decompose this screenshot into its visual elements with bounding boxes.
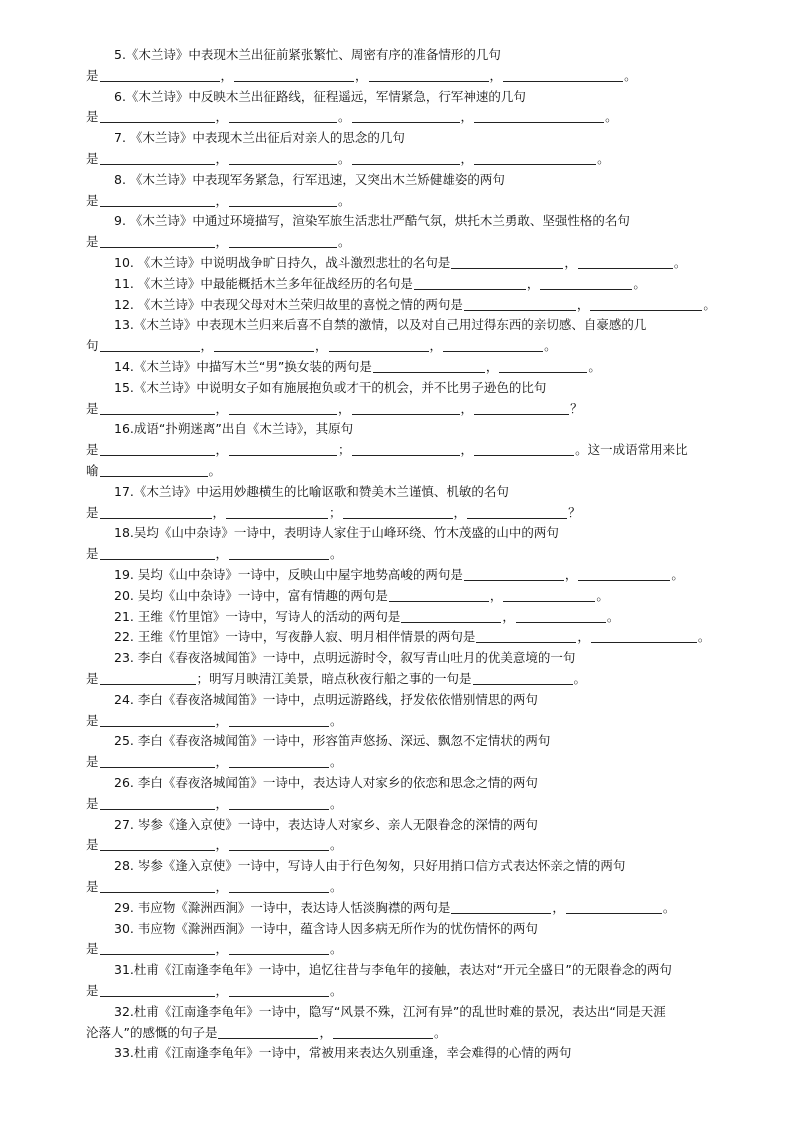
- question-text: ，: [215, 546, 229, 562]
- answer-blank[interactable]: [389, 588, 489, 602]
- question-prompt-line: [114, 960, 672, 980]
- question-answer-line: [86, 336, 557, 356]
- question-prompt-line: [114, 315, 646, 335]
- question-text: ，: [460, 442, 474, 458]
- question-text: 。这一成语常用来比: [575, 442, 688, 458]
- question-text: 是: [86, 712, 99, 728]
- question-text: ，: [552, 899, 565, 915]
- answer-blank[interactable]: [229, 837, 329, 851]
- answer-blank[interactable]: [476, 629, 576, 643]
- answer-blank[interactable]: [100, 796, 215, 810]
- answer-blank[interactable]: [229, 796, 329, 810]
- question-text: 21. 王维《竹里馆》一诗中，写诗人的活动的两句是: [114, 608, 401, 624]
- question-text: 。: [338, 234, 351, 250]
- question-text: 。: [338, 109, 351, 125]
- answer-blank[interactable]: [229, 546, 329, 560]
- question-text: 。: [338, 151, 351, 166]
- question-text: 17.《木兰诗》中运用妙趣横生的比喻讴歌和赞美木兰谨慎、机敏的名句: [114, 483, 509, 499]
- answer-blank[interactable]: [100, 505, 212, 519]
- question-prompt-line: [114, 586, 609, 606]
- answer-blank[interactable]: [352, 151, 460, 165]
- answer-blank[interactable]: [226, 505, 328, 519]
- answer-blank[interactable]: [352, 401, 460, 415]
- answer-blank[interactable]: [100, 151, 215, 165]
- question-prompt-line: [114, 1043, 571, 1063]
- question-text: ，: [319, 1024, 332, 1040]
- question-text: ？: [570, 400, 583, 416]
- question-text: 28. 岑参《逢入京使》一诗中，写诗人由于行色匆匆，只好用捎口信方式表达怀亲之情的两句: [114, 858, 626, 874]
- answer-blank[interactable]: [401, 609, 501, 623]
- question-prompt-line: [114, 357, 601, 377]
- question-text: 。: [624, 67, 637, 83]
- answer-blank[interactable]: [578, 255, 673, 269]
- question-prompt-line: [114, 648, 575, 668]
- question-answer-line: [86, 1023, 447, 1043]
- answer-blank[interactable]: [464, 567, 564, 581]
- question-text: 。: [330, 546, 343, 562]
- answer-blank[interactable]: [229, 193, 337, 207]
- question-text: ，: [355, 67, 368, 83]
- question-text: 是: [86, 234, 99, 250]
- question-text: 31.杜甫《江南逢李龟年》一诗中，追忆往昔与李龟年的接触，表达对“开元全盛日”的无限眷念的两句: [114, 962, 672, 978]
- answer-blank[interactable]: [229, 442, 337, 456]
- question-text: ，: [576, 296, 590, 312]
- question-text: 10. 《木兰诗》中说明战争旷日持久，战斗激烈悲壮的名句是: [114, 255, 451, 270]
- question-text: ，: [215, 837, 229, 853]
- answer-blank[interactable]: [229, 401, 337, 415]
- question-text: 是: [86, 192, 99, 208]
- question-answer-line: [86, 149, 610, 169]
- question-text: ，: [212, 504, 226, 520]
- question-prompt-line: [114, 87, 526, 107]
- question-answer-line: [86, 399, 583, 419]
- question-text: 是: [86, 671, 99, 686]
- answer-blank[interactable]: [369, 68, 489, 82]
- answer-blank[interactable]: [100, 837, 215, 851]
- answer-blank[interactable]: [373, 359, 485, 373]
- question-prompt-line: [114, 565, 684, 585]
- question-prompt-line: [114, 898, 675, 918]
- answer-blank[interactable]: [229, 151, 337, 165]
- question-text: 是: [86, 442, 99, 458]
- question-text: ，: [460, 151, 474, 166]
- answer-blank[interactable]: [229, 879, 329, 893]
- question-text: 32.杜甫《江南逢李龟年》一诗中，隐写“风景不殊，江河有异”的乱世时难的景况，表达出“同是天涯: [114, 1003, 666, 1019]
- answer-blank[interactable]: [229, 941, 329, 955]
- question-text: 9. 《木兰诗》中通过环境描写，渲染军旅生活悲壮严酷气氛，烘托木兰勇敢、坚强性格的名句: [114, 213, 630, 229]
- answer-blank[interactable]: [229, 754, 329, 768]
- question-answer-line: [86, 669, 586, 689]
- question-text: ，: [564, 567, 578, 582]
- question-prompt-line: [114, 253, 686, 273]
- answer-blank[interactable]: [591, 629, 697, 643]
- answer-blank[interactable]: [100, 671, 196, 685]
- question-answer-line: [86, 752, 343, 772]
- question-text: ，: [315, 338, 328, 354]
- question-text: ，: [215, 400, 229, 416]
- question-text: ，: [453, 504, 467, 520]
- question-answer-line: [86, 981, 343, 1001]
- question-text: 。: [330, 712, 343, 728]
- answer-blank[interactable]: [464, 297, 576, 311]
- answer-blank[interactable]: [474, 151, 596, 165]
- question-text: 。: [330, 837, 343, 853]
- question-text: ，: [577, 629, 590, 645]
- question-answer-line: [86, 503, 581, 523]
- answer-blank[interactable]: [100, 234, 215, 248]
- answer-blank[interactable]: [100, 713, 215, 727]
- question-text: 。: [662, 899, 676, 915]
- answer-blank[interactable]: [467, 505, 567, 519]
- answer-blank[interactable]: [333, 1025, 433, 1039]
- question-prompt-line: [114, 378, 546, 398]
- question-text: 29. 韦应物《滁洲西涧》一诗中，表达诗人恬淡胸襟的两句是: [114, 899, 451, 915]
- question-answer-line: [86, 461, 221, 481]
- answer-blank[interactable]: [352, 442, 460, 456]
- answer-blank[interactable]: [218, 1025, 318, 1039]
- question-text: 是: [86, 151, 99, 166]
- question-text: 是: [86, 879, 99, 894]
- question-prompt-line: [114, 731, 550, 751]
- answer-blank[interactable]: [329, 338, 429, 352]
- question-text: ，: [564, 255, 577, 270]
- question-prompt-line: [114, 815, 538, 835]
- question-text: 30. 韦应物《滁洲西涧》一诗中，蕴含诗人因多病无所作为的忧伤情怀的两句: [114, 920, 538, 936]
- question-prompt-line: [114, 45, 501, 65]
- answer-blank[interactable]: [443, 338, 543, 352]
- answer-blank[interactable]: [100, 463, 208, 477]
- answer-blank[interactable]: [474, 109, 604, 123]
- question-text: 33.杜甫《江南逢李龟年》一诗中，常被用来表达久别重逢，幸会难得的心情的两句: [114, 1045, 572, 1061]
- question-text: ，: [489, 67, 503, 83]
- answer-blank[interactable]: [229, 109, 337, 123]
- question-text: 沦落人”的感慨的句子是: [86, 1024, 218, 1040]
- question-text: ，: [502, 608, 515, 624]
- question-text: 。: [330, 754, 343, 770]
- question-text: 。: [588, 359, 601, 374]
- question-text: 是: [86, 837, 99, 853]
- question-text: 喻: [86, 463, 99, 478]
- question-prompt-line: [114, 170, 505, 190]
- question-text: 12. 《木兰诗》中表现父母对木兰荣归故里的喜悦之情的两句是: [114, 296, 463, 312]
- question-text: ；: [338, 442, 351, 458]
- question-answer-line: [86, 66, 637, 86]
- question-text: 是: [86, 67, 99, 83]
- question-prompt-line: [114, 419, 353, 439]
- question-text: ，: [338, 400, 351, 416]
- question-text: 20. 吴均《山中杂诗》一诗中，富有情趣的两句是: [114, 587, 388, 603]
- question-text: ；明写月映清江美景，暗点秋夜行船之事的一句是: [196, 671, 472, 686]
- question-text: 19. 吴均《山中杂诗》一诗中，反映山中屋宇地势高峻的两句是: [114, 567, 463, 582]
- question-text: ，: [215, 712, 229, 728]
- answer-blank[interactable]: [503, 588, 595, 602]
- question-text: ，: [215, 879, 229, 894]
- question-text: 22. 王维《竹里馆》一诗中，写夜静人寂、明月相伴情景的两句是: [114, 629, 476, 645]
- question-prompt-line: [114, 919, 538, 939]
- question-text: 26. 李白《春夜洛城闻笛》一诗中，表达诗人对家乡的依恋和思念之情的两句: [114, 775, 538, 790]
- question-text: 是: [86, 400, 99, 416]
- question-answer-line: [86, 440, 688, 460]
- question-text: ，: [215, 192, 229, 208]
- answer-blank[interactable]: [100, 68, 220, 82]
- answer-blank[interactable]: [503, 68, 623, 82]
- question-text: 。: [330, 879, 343, 894]
- question-text: ，: [215, 754, 229, 770]
- question-text: ，: [460, 109, 474, 125]
- question-text: ，: [215, 151, 229, 166]
- answer-blank[interactable]: [100, 193, 215, 207]
- question-text: ，: [215, 941, 229, 957]
- answer-blank[interactable]: [451, 255, 563, 269]
- question-text: 。: [605, 109, 618, 125]
- question-text: 是: [86, 795, 99, 811]
- question-text: ，: [200, 338, 214, 354]
- question-text: 。: [597, 151, 610, 166]
- answer-blank[interactable]: [100, 442, 215, 456]
- answer-blank[interactable]: [474, 442, 574, 456]
- question-text: ，: [215, 795, 229, 811]
- question-text: 。: [671, 567, 684, 582]
- question-text: 6.《木兰诗》中反映木兰出征路线，征程遥远，军情紧急，行军神速的几句: [114, 88, 526, 104]
- question-text: 。: [606, 608, 620, 624]
- question-text: 句: [86, 338, 99, 354]
- question-prompt-line: [114, 523, 559, 543]
- question-text: 15.《木兰诗》中说明女子如有施展抱负或才干的机会，并不比男子逊色的比句: [114, 379, 547, 395]
- answer-blank[interactable]: [100, 109, 215, 123]
- question-text: 。: [330, 941, 343, 957]
- question-text: 。: [673, 255, 687, 270]
- question-text: 13.《木兰诗》中表现木兰归来后喜不自禁的激情，以及对自己用过得东西的亲切感、自豪感的几: [114, 317, 647, 333]
- question-text: 。: [633, 275, 646, 291]
- question-text: ，: [489, 587, 503, 603]
- question-text: 5.《木兰诗》中表现木兰出征前紧张繁忙、周密有序的准备情形的几句: [114, 47, 501, 62]
- question-answer-line: [86, 191, 351, 211]
- question-text: ，: [215, 109, 229, 125]
- question-text: ，: [429, 338, 443, 354]
- question-prompt-line: [114, 773, 538, 793]
- question-text: ，: [215, 983, 229, 998]
- question-text: 14.《木兰诗》中描写木兰“男”换女装的两句是: [114, 359, 372, 374]
- question-prompt-line: [114, 627, 710, 647]
- question-text: 。: [697, 629, 711, 645]
- question-text: ；: [329, 504, 342, 520]
- question-prompt-line: [114, 482, 509, 502]
- question-text: 24. 李白《春夜洛城闻笛》一诗中，点明远游路线，抒发依依惜别情思的两句: [114, 691, 538, 707]
- question-prompt-line: [114, 274, 646, 294]
- question-text: 23. 李白《春夜洛城闻笛》一诗中，点明远游时令，叙写青山吐月的优美意境的一句: [114, 650, 576, 666]
- question-prompt-line: [114, 1002, 666, 1022]
- question-text: ，: [220, 67, 234, 83]
- question-text: ？: [568, 504, 581, 520]
- answer-blank[interactable]: [100, 754, 215, 768]
- question-prompt-line: [114, 211, 630, 231]
- question-text: 是: [86, 109, 99, 125]
- answer-blank[interactable]: [352, 109, 460, 123]
- answer-blank[interactable]: [516, 609, 606, 623]
- question-prompt-line: [114, 295, 716, 315]
- answer-blank[interactable]: [578, 567, 670, 581]
- question-answer-line: [86, 877, 343, 897]
- answer-blank[interactable]: [234, 68, 354, 82]
- answer-blank[interactable]: [540, 276, 632, 290]
- question-text: ，: [215, 442, 229, 458]
- question-text: 是: [86, 754, 99, 770]
- question-answer-line: [86, 835, 343, 855]
- question-text: 11. 《木兰诗》中最能概括木兰多年征战经历的名句是: [114, 275, 413, 291]
- question-answer-line: [86, 794, 343, 814]
- answer-blank[interactable]: [100, 879, 215, 893]
- question-prompt-line: [114, 607, 619, 627]
- question-text: 25. 李白《春夜洛城闻笛》一诗中，形容笛声悠扬、深远、飘忽不定情状的两句: [114, 733, 551, 749]
- question-text: 。: [596, 587, 609, 603]
- answer-blank[interactable]: [229, 983, 329, 997]
- answer-blank[interactable]: [566, 900, 662, 914]
- answer-blank[interactable]: [229, 713, 329, 727]
- question-text: ，: [485, 359, 499, 374]
- answer-blank[interactable]: [590, 297, 702, 311]
- answer-blank[interactable]: [451, 900, 551, 914]
- answer-blank[interactable]: [214, 338, 314, 352]
- answer-blank[interactable]: [414, 276, 526, 290]
- question-text: 8. 《木兰诗》中表现军务紧急，行军迅速，又突出木兰矫健雄姿的两句: [114, 171, 505, 187]
- question-text: 。: [330, 795, 343, 811]
- answer-blank[interactable]: [229, 234, 337, 248]
- answer-blank[interactable]: [343, 505, 453, 519]
- question-prompt-line: [114, 690, 538, 710]
- question-text: 16.成语“扑朔迷离”出自《木兰诗》，其原句: [114, 421, 354, 437]
- question-answer-line: [86, 939, 343, 959]
- question-text: 是: [86, 983, 99, 998]
- question-text: 。: [434, 1024, 447, 1040]
- answer-blank[interactable]: [100, 338, 200, 352]
- question-answer-line: [86, 544, 343, 564]
- question-answer-line: [86, 232, 351, 252]
- question-text: 是: [86, 941, 99, 957]
- question-text: ，: [526, 275, 540, 291]
- answer-blank[interactable]: [100, 941, 215, 955]
- question-text: 18.吴均《山中杂诗》一诗中，表明诗人家住于山峰环绕、竹木茂盛的山中的两句: [114, 525, 559, 541]
- question-text: 27. 岑参《逢入京使》一诗中，表达诗人对家乡、亲人无限眷念的深情的两句: [114, 816, 538, 832]
- answer-blank[interactable]: [474, 401, 569, 415]
- question-text: 。: [208, 463, 222, 478]
- question-text: 。: [330, 983, 343, 998]
- question-text: 是: [86, 504, 99, 520]
- question-text: 。: [573, 671, 587, 686]
- question-text: 。: [544, 338, 557, 354]
- answer-blank[interactable]: [473, 671, 573, 685]
- question-prompt-line: [114, 128, 405, 148]
- question-answer-line: [86, 107, 618, 127]
- answer-blank[interactable]: [499, 359, 587, 373]
- question-text: 。: [703, 296, 716, 312]
- answer-blank[interactable]: [100, 983, 215, 997]
- question-text: ，: [215, 234, 229, 250]
- question-answer-line: [86, 711, 343, 731]
- question-prompt-line: [114, 856, 625, 876]
- question-text: 。: [338, 192, 351, 208]
- question-text: 7. 《木兰诗》中表现木兰出征后对亲人的思念的几句: [114, 130, 405, 146]
- answer-blank[interactable]: [100, 546, 215, 560]
- answer-blank[interactable]: [100, 401, 215, 415]
- question-text: 是: [86, 546, 99, 562]
- question-text: ，: [460, 400, 474, 416]
